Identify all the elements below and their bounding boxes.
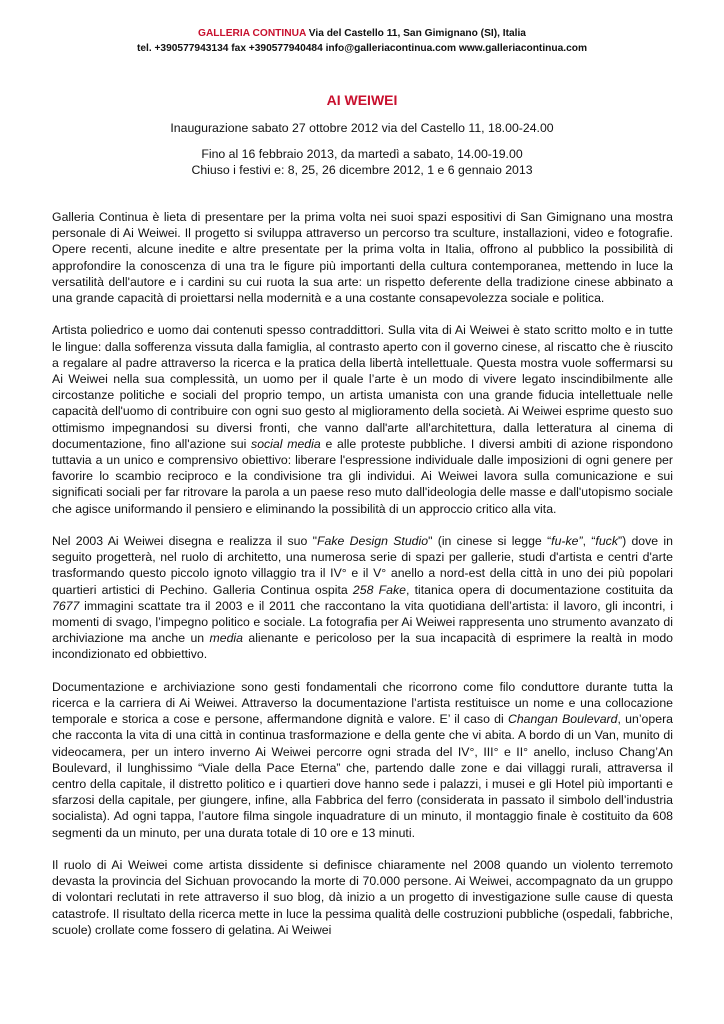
paragraph-3-text-d: ”) dove in seguito progetterà, nel ruolo di architetto, una numerosa serie di spazi per gallerie, studi d'artista e centri d'arte trasformando questo piccolo ignoto villaggio tra il IV° e il V° anello a nord-est della città in uno dei più popolari quartieri artistici di Pechino. Galleria Continua ospita: [52, 534, 673, 597]
paragraph-3-text-e: , titanica opera di documentazione costituita da: [405, 582, 673, 597]
gallery-name: GALLERIA CONTINUA: [198, 28, 306, 39]
paragraph-3-text-g: alienante e pericoloso per la sua incapacità di esprimere la realtà in modo incondizionato ed obbiettivo.: [52, 631, 673, 662]
press-release-body: [52, 209, 673, 954]
paragraph-3-text-a: Nel 2003 Ai Weiwei disegna e realizza il suo ": [52, 534, 318, 549]
opening-hours: Fino al 16 febbraio 2013, da martedì a sabato, 14.00-19.00: [201, 147, 523, 161]
paragraph-2: [52, 322, 673, 516]
paragraph-3: [52, 533, 673, 663]
paragraph-4-italic-changan-boulevard: Changan Boulevard: [507, 712, 618, 727]
paragraph-3-text-c: , “: [582, 534, 596, 549]
opening-info: Inaugurazione sabato 27 ottobre 2012 via del Castello 11, 18.00-24.00: [170, 121, 554, 135]
paragraph-3-text-b: " (in cinese si legge “: [428, 534, 552, 549]
paragraph-2-text-a: Artista poliedrico e uomo dai contenuti spesso contraddittori. Sulla vita di Ai Weiwei è stato scritto molto e in tutte le lingue: dalla sofferenza vissuta dalla famiglia, al contrasto aperto con il governo cinese, al riscatto che è riuscito a regalare al padre attraverso la ricerca e la pratica della libertà intellettuale. Questa mostra vuole soffermarsi su Ai Weiwei nella sua complessità, un uomo per il quale l’arte è un modo di vivere legato inscindibilmente alle circostanze politiche e sociali del proprio tempo, un artista umanista con una grande fiducia intellettuale nelle capacità dell'uomo di contribuire con ogni suo gesto al miglioramento della società. Ai Weiwei esprime questo suo ottimismo impegnandosi su diversi fronti, che vanno dall'arte all'architettura, dalla letteratura al cinema di documentazione, fino all'azione sui: [52, 323, 673, 451]
gallery-address-line: [0, 27, 724, 42]
paragraph-4-text-a: Documentazione e archiviazione sono gesti fondamentali che ricorrono come filo conduttore durante tutta la ricerca e la carriera di Ai Weiwei. Attraverso la documentazione l’artista restituisce un nome e una collocazione temporale e storica a cose e persone, affermandone dignità e valore. E’ il caso di: [52, 679, 673, 727]
paragraph-3-italic-7677: 7677: [52, 598, 80, 613]
paragraph-2-italic-social-media: social media: [251, 436, 321, 451]
paragraph-4: [52, 679, 673, 841]
paragraph-3-italic-fuck: fuck: [595, 534, 618, 549]
paragraph-3-text-f: immagini scattate tra il 2003 e il 2011 che raccontano la vita quotidiana dell’artista: il lavoro, gli incontri, i momenti di svago, l’impegno politico e sociale. La fotografia per Ai Weiwei rappresenta uno strumento avanzato di archiviazione ma anche un: [52, 598, 673, 646]
gallery-address: Via del Castello 11, San Gimignano (SI), Italia: [305, 28, 526, 39]
gallery-contacts: tel. +390577943134 fax +390577940484 info@galleriacontinua.com www.galleriacontinua.com: [136, 42, 588, 54]
exhibition-title: AI WEIWEI: [326, 92, 398, 108]
closing-days: Chiuso i festivi e: 8, 25, 26 dicembre 2012, 1 e 6 gennaio 2013: [191, 163, 533, 177]
letterhead: [0, 0, 724, 56]
paragraph-3-italic-media: media: [209, 631, 243, 646]
paragraph-4-text-b: , un’opera che racconta la vita di una città in continua trasformazione e della gente che vi abita. A bordo di un Van, munito di videocamera, per un intero inverno Ai Weiwei percorre ogni strada del IV°, III° e II° anello, incluso Chang’An Boulevard, il lunghissimo “Viale della Pace Eterna” che, partendo dalle zone e dai villaggi rurali, attraversa il centro della capitale, il distretto politico e i quartieri dove hanno sede i palazzi, i musei e gli Hotel più importanti e sfarzosi della capitale, per giungere, infine, alla Fabbrica del ferro (considerata in passato il simbolo dell’industria socialista). Ad ogni tappa, l’autore filma singole inquadrature di un minuto, il montaggio finale è costituito da 608 segmenti da un minuto, per una durata totale di 10 ore e 13 minuti.: [52, 712, 673, 840]
paragraph-3-italic-fu-ke: fu-ke”: [551, 534, 583, 549]
paragraph-3-italic-fake-design-studio: Fake Design Studio: [317, 534, 429, 549]
paragraph-1: Galleria Continua è lieta di presentare per la prima volta nei suoi spazi espositivi di San Gimignano una mostra personale di Ai Weiwei. Il progetto si sviluppa attraverso un percorso tra sculture, installazioni, video e fotografie. Opere recenti, alcune inedite e altre presentate per la prima volta in Italia, offrono al pubblico la possibilità di approfondire la conoscenza di una tra le figure più importanti della cultura contemporanea, mettendo in luce la versatilità dell'autore e i cardini su cui ruota la sua arte: un rispetto deferente della tradizione cinese abbinato a una grande capacità di proiettarsi nella modernità e a una costante consapevolezza sociale e politica.: [52, 210, 673, 306]
paragraph-3-italic-258-fake: 258 Fake: [352, 582, 406, 597]
paragraph-2-text-b: e alle proteste pubbliche. I diversi ambiti di azione rispondono tuttavia a un unico e comprensivo obiettivo: liberare l'espressione individuale dalle imposizioni di ogni genere per favorire lo scambio reciproco e la condivisione tra gli individui. Ai Weiwei lavora sulla comunicazione e sui significati sociali per far ritrovare la parola a un paese reso muto dall'ideologia delle masse e dall'utopismo sociale che agisce uniformando il pensiero e eliminando la possibilità di un approccio critico alla vita.: [52, 436, 673, 516]
paragraph-5: Il ruolo di Ai Weiwei come artista dissidente si definisce chiaramente nel 2008 quando un violento terremoto devasta la provincia del Sichuan provocando la morte di 70.000 persone. Ai Weiwei, accompagnato da un gruppo di volontari reclutati in rete attraverso il suo blog, dà inizio a un progetto di investigazione sulle cause di questa catastrofe. Il risultato della ricerca mette in luce la pessima qualità delle costruzioni pubbliche (ospedali, fabbriche, scuole) crollate come fossero di gelatina. Ai Weiwei: [52, 858, 673, 937]
